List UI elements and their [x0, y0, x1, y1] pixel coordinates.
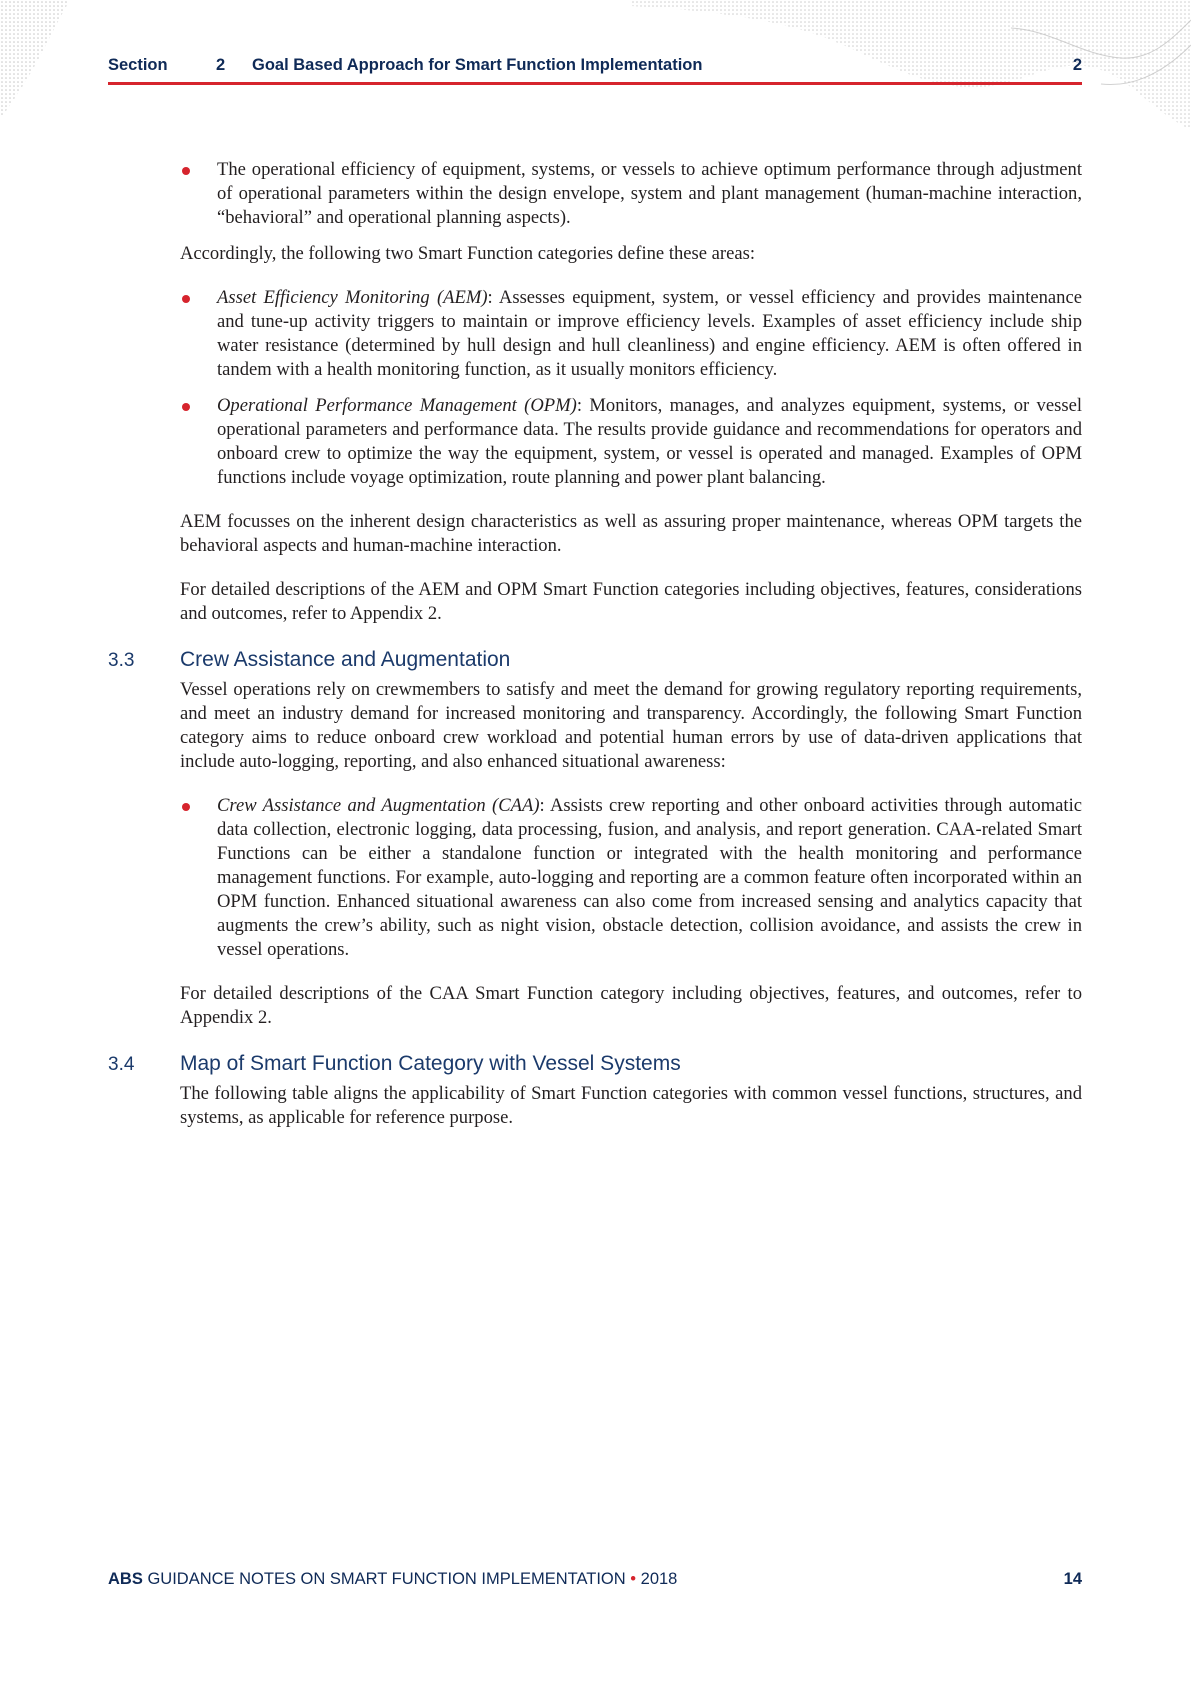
footer-separator: • [630, 1570, 637, 1588]
section-title: Crew Assistance and Augmentation [180, 648, 511, 671]
section-heading-3-3 [108, 646, 1082, 676]
bullet-dot-icon [182, 403, 190, 411]
bullet-text [217, 794, 1082, 962]
bullet-caa [180, 794, 1082, 962]
footer-title-line [108, 1570, 677, 1589]
caa-description: : Assists crew reporting and other onboard activities through automatic data collection, electronic logging, data processing, fusion, and analysis, and report generation. CAA-related Smart Functions can be either a standalone function or integrated with the health monitoring and performance management functions. For example, auto-logging and reporting are a common feature often incorporated within an OPM function. Enhanced situational awareness can also come from increased sensing and analytics capacity that augments the crew’s ability, such as night vision, obstacle detection, collision avoidance, and assists the crew in vessel operations. [217, 795, 1082, 960]
opm-description: : Monitors, manages, and analyzes equipment, systems, or vessel operational parameters and performance data. The results provide guidance and recommendations for operators and onboard crew to optimize the way the equipment, system, or vessel is operated and managed. Examples of OPM functions include voyage optimization, route planning and power plant balancing. [217, 395, 1082, 488]
bullet-dot-icon [182, 167, 190, 175]
footer-document-title: GUIDANCE NOTES ON SMART FUNCTION IMPLEMENTATION [147, 1570, 626, 1588]
bullet-operational-efficiency [180, 158, 1082, 230]
footer-page-number: 14 [1063, 1570, 1082, 1588]
paragraph-crew-intro: Vessel operations rely on crewmembers to satisfy and meet the demand for growing regulatory reporting requirements, and meet an industry demand for increased monitoring and transparency. Accordingly, the following Smart Function category aims to reduce onboard crew workload and potential human errors by use of data-driven applications that include auto-logging, reporting, and also enhanced situational awareness: [180, 679, 1082, 772]
bullet-opm [180, 394, 1082, 490]
bullet-text: The operational efficiency of equipment, systems, or vessels to achieve optimum performance through adjustment of operational parameters within the design envelope, system and plant management (human-machine interaction, “behavioral” and operational planning aspects). [217, 159, 1082, 228]
bullet-text [217, 286, 1082, 382]
section-title: Map of Smart Function Category with Vessel Systems [180, 1052, 681, 1075]
section-number: 3.3 [108, 650, 135, 671]
header-section-label: Section [108, 56, 168, 74]
header-page-marker: 2 [1072, 56, 1082, 74]
bullet-dot-icon [182, 803, 190, 811]
aem-description: : Assesses equipment, system, or vessel efficiency and provides maintenance and tune-up activity triggers to maintain or improve efficiency levels. Examples of asset efficiency include ship water resistance (determined by hull design and hull cleanliness) and engine efficiency. AEM is often offered in tandem with a health monitoring function, as it usually monitors efficiency. [217, 287, 1082, 380]
bullet-text [217, 394, 1082, 490]
section-heading-3-4 [108, 1050, 1082, 1080]
term-caa: Crew Assistance and Augmentation (CAA) [217, 795, 540, 816]
term-opm: Operational Performance Management (OPM) [217, 395, 577, 416]
bullet-aem [180, 286, 1082, 382]
header-section-title: Goal Based Approach for Smart Function Implementation [252, 56, 703, 74]
page-header [108, 52, 1082, 85]
section-number: 3.4 [108, 1054, 135, 1075]
term-aem: Asset Efficiency Monitoring (AEM) [217, 287, 488, 308]
footer-year: 2018 [640, 1570, 678, 1588]
paragraph-aem-opm-reference: For detailed descriptions of the AEM and OPM Smart Function categories including objectives, features, considerations and outcomes, refer to Appendix 2. [180, 579, 1082, 624]
page-footer [108, 1570, 1082, 1594]
paragraph-accordingly: Accordingly, the following two Smart Function categories define these areas: [180, 243, 756, 264]
main-content [108, 158, 1082, 1150]
paragraph-map-intro: The following table aligns the applicability of Smart Function categories with common vessel functions, structures, and systems, as applicable for reference purpose. [180, 1083, 1082, 1128]
paragraph-aem-focus: AEM focusses on the inherent design characteristics as well as assuring proper maintenance, whereas OPM targets the behavioral aspects and human-machine interaction. [180, 511, 1082, 556]
bullet-dot-icon [182, 295, 190, 303]
header-section-number: 2 [216, 56, 226, 74]
footer-brand: ABS [108, 1570, 143, 1588]
paragraph-caa-reference: For detailed descriptions of the CAA Smart Function category including objectives, features, and outcomes, refer to Appendix 2. [180, 983, 1082, 1028]
